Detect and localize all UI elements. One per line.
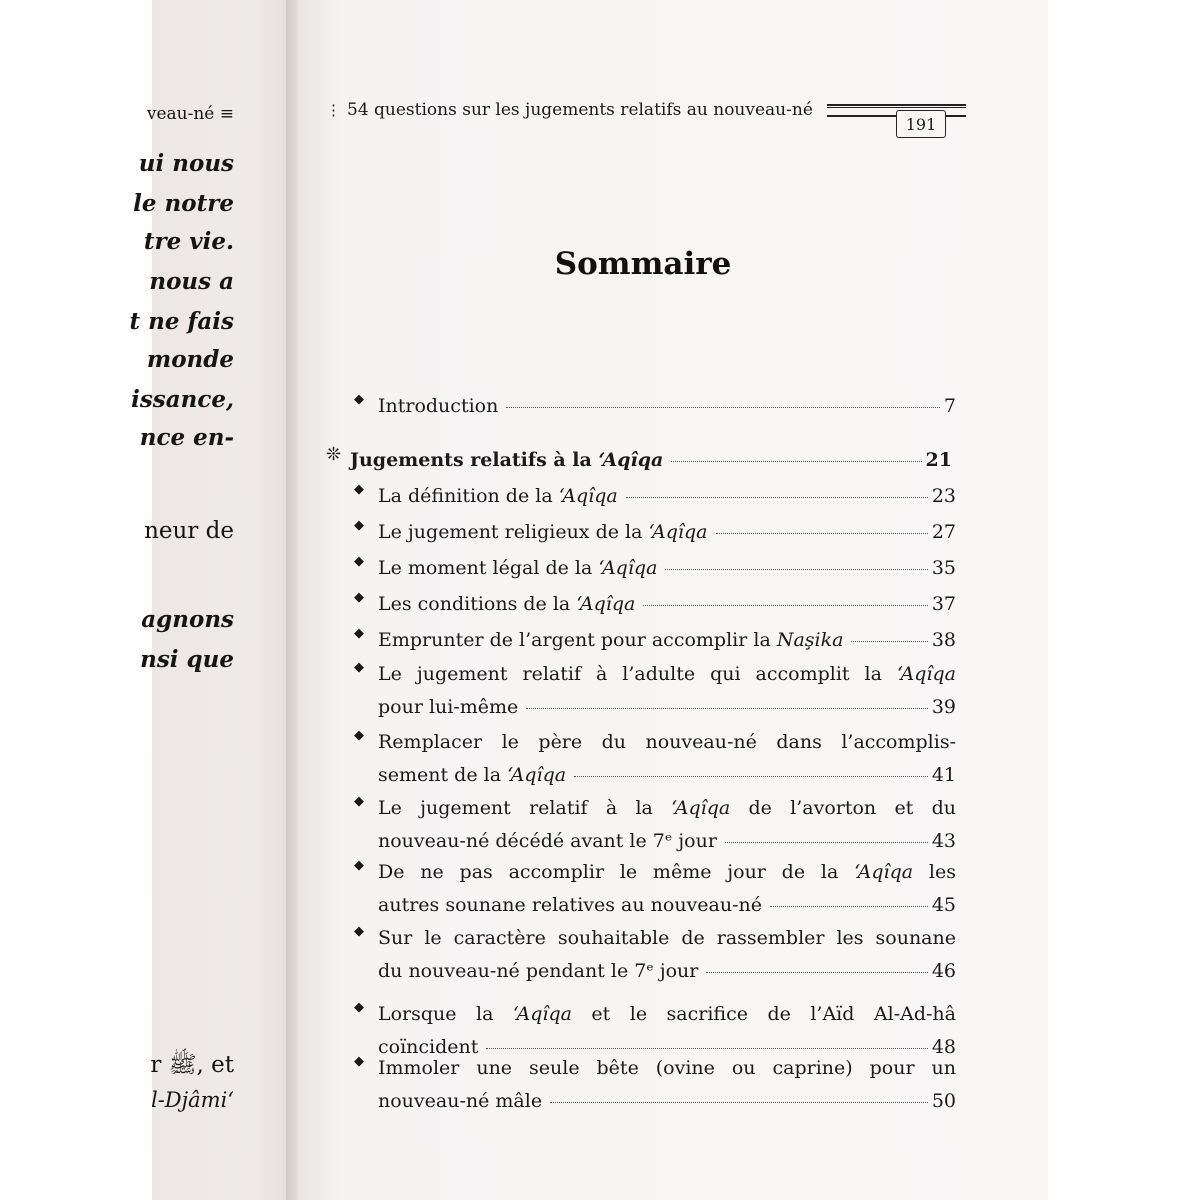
toc-entry xyxy=(354,726,956,792)
diamond-bullet-icon: ◆ xyxy=(354,1000,364,1015)
facing-page-line: nce en- xyxy=(139,424,234,451)
facing-page-line: le notre xyxy=(133,190,234,217)
toc-entry xyxy=(354,552,956,585)
header-ornament: ⋮ xyxy=(326,101,341,119)
toc-entry-text: Les conditions de la ‘Aqîqa xyxy=(378,593,636,615)
toc-page-number: 43 xyxy=(931,830,956,852)
star-icon: ❊ xyxy=(326,444,342,465)
toc-entry xyxy=(354,588,956,621)
toc-entry-text: du nouveau-né pendant le 7ᵉ jour xyxy=(378,960,699,982)
toc-page-number: 41 xyxy=(931,764,956,786)
page-title: Sommaire xyxy=(554,246,732,282)
toc-entry-text: nouveau-né décédé avant le 7ᵉ jour xyxy=(378,830,717,852)
facing-page-line: nous a xyxy=(149,268,234,295)
toc-entry xyxy=(354,658,956,724)
toc-entry-text: Emprunter de l’argent pour accomplir la Naşika xyxy=(378,629,844,651)
toc-page-number: 39 xyxy=(931,696,956,718)
facing-page-line: tre vie. xyxy=(143,228,234,255)
facing-page-line: t ne fais xyxy=(129,308,234,335)
toc-entry-text: De ne pas accomplir le même jour de la ‘Aqîqa les xyxy=(378,861,956,883)
toc-entry xyxy=(354,922,956,988)
diamond-bullet-icon: ◆ xyxy=(354,392,364,407)
dot-leader xyxy=(706,972,927,973)
toc-page-number: 35 xyxy=(931,557,956,579)
diamond-bullet-icon: ◆ xyxy=(354,924,364,939)
toc-entry-text: Lorsque la ‘Aqîqa et le sacrifice de l’Aïd Al-Ad-hâ xyxy=(378,1003,956,1025)
toc-page-number: 50 xyxy=(931,1090,956,1112)
toc-entry-text: Le jugement religieux de la ‘Aqîqa xyxy=(378,521,708,543)
toc-entry-text: Remplacer le père du nouveau-né dans l’accomplis- xyxy=(378,731,956,753)
dot-leader xyxy=(716,533,928,534)
toc-entry-text: Le moment légal de la ‘Aqîqa xyxy=(378,557,658,579)
toc-entry-text: Immoler une seule bête (ovine ou caprine) pour un xyxy=(378,1057,956,1079)
toc-page-number: 45 xyxy=(931,894,956,916)
diamond-bullet-icon: ◆ xyxy=(354,728,364,743)
running-header xyxy=(326,100,966,120)
diamond-bullet-icon: ◆ xyxy=(354,1054,364,1069)
toc-entry-text: La définition de la ‘Aqîqa xyxy=(378,485,618,507)
toc-entry-text: pour lui-même xyxy=(378,696,519,718)
toc-entry xyxy=(354,480,956,513)
toc-page-number: 23 xyxy=(931,485,956,507)
toc-entry-text: Sur le caractère souhaitable de rassembler les sounane xyxy=(378,927,956,949)
left-background xyxy=(0,0,152,1200)
toc-page-number: 21 xyxy=(925,449,952,471)
toc-entry-text: autres sounane relatives au nouveau-né xyxy=(378,894,762,916)
dot-leader xyxy=(643,605,927,606)
diamond-bullet-icon: ◆ xyxy=(354,554,364,569)
toc-entry xyxy=(354,792,956,858)
toc-entry xyxy=(354,516,956,549)
dot-leader xyxy=(725,842,928,843)
toc-entry-text: Le jugement relatif à l’adulte qui accomplit la ‘Aqîqa xyxy=(378,663,956,685)
dot-leader xyxy=(574,776,928,777)
dot-leader xyxy=(550,1102,928,1103)
toc-page-number: 38 xyxy=(931,629,956,651)
page-number: 191 xyxy=(896,110,946,138)
facing-page-line: veau-né ≡ xyxy=(146,104,234,124)
diamond-bullet-icon: ◆ xyxy=(354,518,364,533)
diamond-bullet-icon: ◆ xyxy=(354,794,364,809)
diamond-bullet-icon: ◆ xyxy=(354,482,364,497)
toc-page-number: 48 xyxy=(931,1036,956,1058)
book-page xyxy=(298,0,1048,1200)
facing-page-line: agnons xyxy=(141,606,234,633)
diamond-bullet-icon: ◆ xyxy=(354,626,364,641)
toc-entry-text: Introduction xyxy=(378,395,499,417)
right-background xyxy=(1048,0,1200,1200)
dot-leader xyxy=(770,906,928,907)
dot-leader xyxy=(671,461,921,462)
dot-leader xyxy=(526,708,928,709)
toc-entry xyxy=(354,390,956,423)
toc-entry xyxy=(354,856,956,922)
toc-entry-text: sement de la ‘Aqîqa xyxy=(378,764,567,786)
toc-entry xyxy=(354,1052,956,1118)
toc-entry-text: coïncident xyxy=(378,1036,479,1058)
toc-entry-text: Jugements relatifs à la ‘Aqîqa xyxy=(350,449,664,471)
facing-page-line: monde xyxy=(146,346,234,373)
facing-page-line: nsi que xyxy=(140,646,234,673)
facing-page-line: r ﷺ, et xyxy=(150,1052,234,1078)
toc-page-number: 37 xyxy=(931,593,956,615)
toc-entry-text: nouveau-né mâle xyxy=(378,1090,543,1112)
facing-page-line: neur de xyxy=(144,518,234,544)
facing-page xyxy=(129,0,290,1200)
dot-leader xyxy=(506,407,940,408)
dot-leader xyxy=(626,497,928,498)
dot-leader xyxy=(851,641,927,642)
facing-page-line: issance, xyxy=(131,386,234,413)
dot-leader xyxy=(486,1048,927,1049)
diamond-bullet-icon: ◆ xyxy=(354,858,364,873)
toc-entry-text: Le jugement relatif à la ‘Aqîqa de l’avorton et du xyxy=(378,797,956,819)
toc-entry xyxy=(354,624,956,657)
toc-section xyxy=(326,444,952,477)
facing-page-line: ui nous xyxy=(138,150,234,177)
diamond-bullet-icon: ◆ xyxy=(354,660,364,675)
facing-page-line: l-Djâmi‘ xyxy=(151,1088,234,1112)
dot-leader xyxy=(665,569,927,570)
toc-page-number: 7 xyxy=(943,395,956,417)
toc-page-number: 27 xyxy=(931,521,956,543)
toc-page-number: 46 xyxy=(931,960,956,982)
running-title: 54 questions sur les jugements relatifs au nouveau-né xyxy=(347,100,813,120)
diamond-bullet-icon: ◆ xyxy=(354,590,364,605)
